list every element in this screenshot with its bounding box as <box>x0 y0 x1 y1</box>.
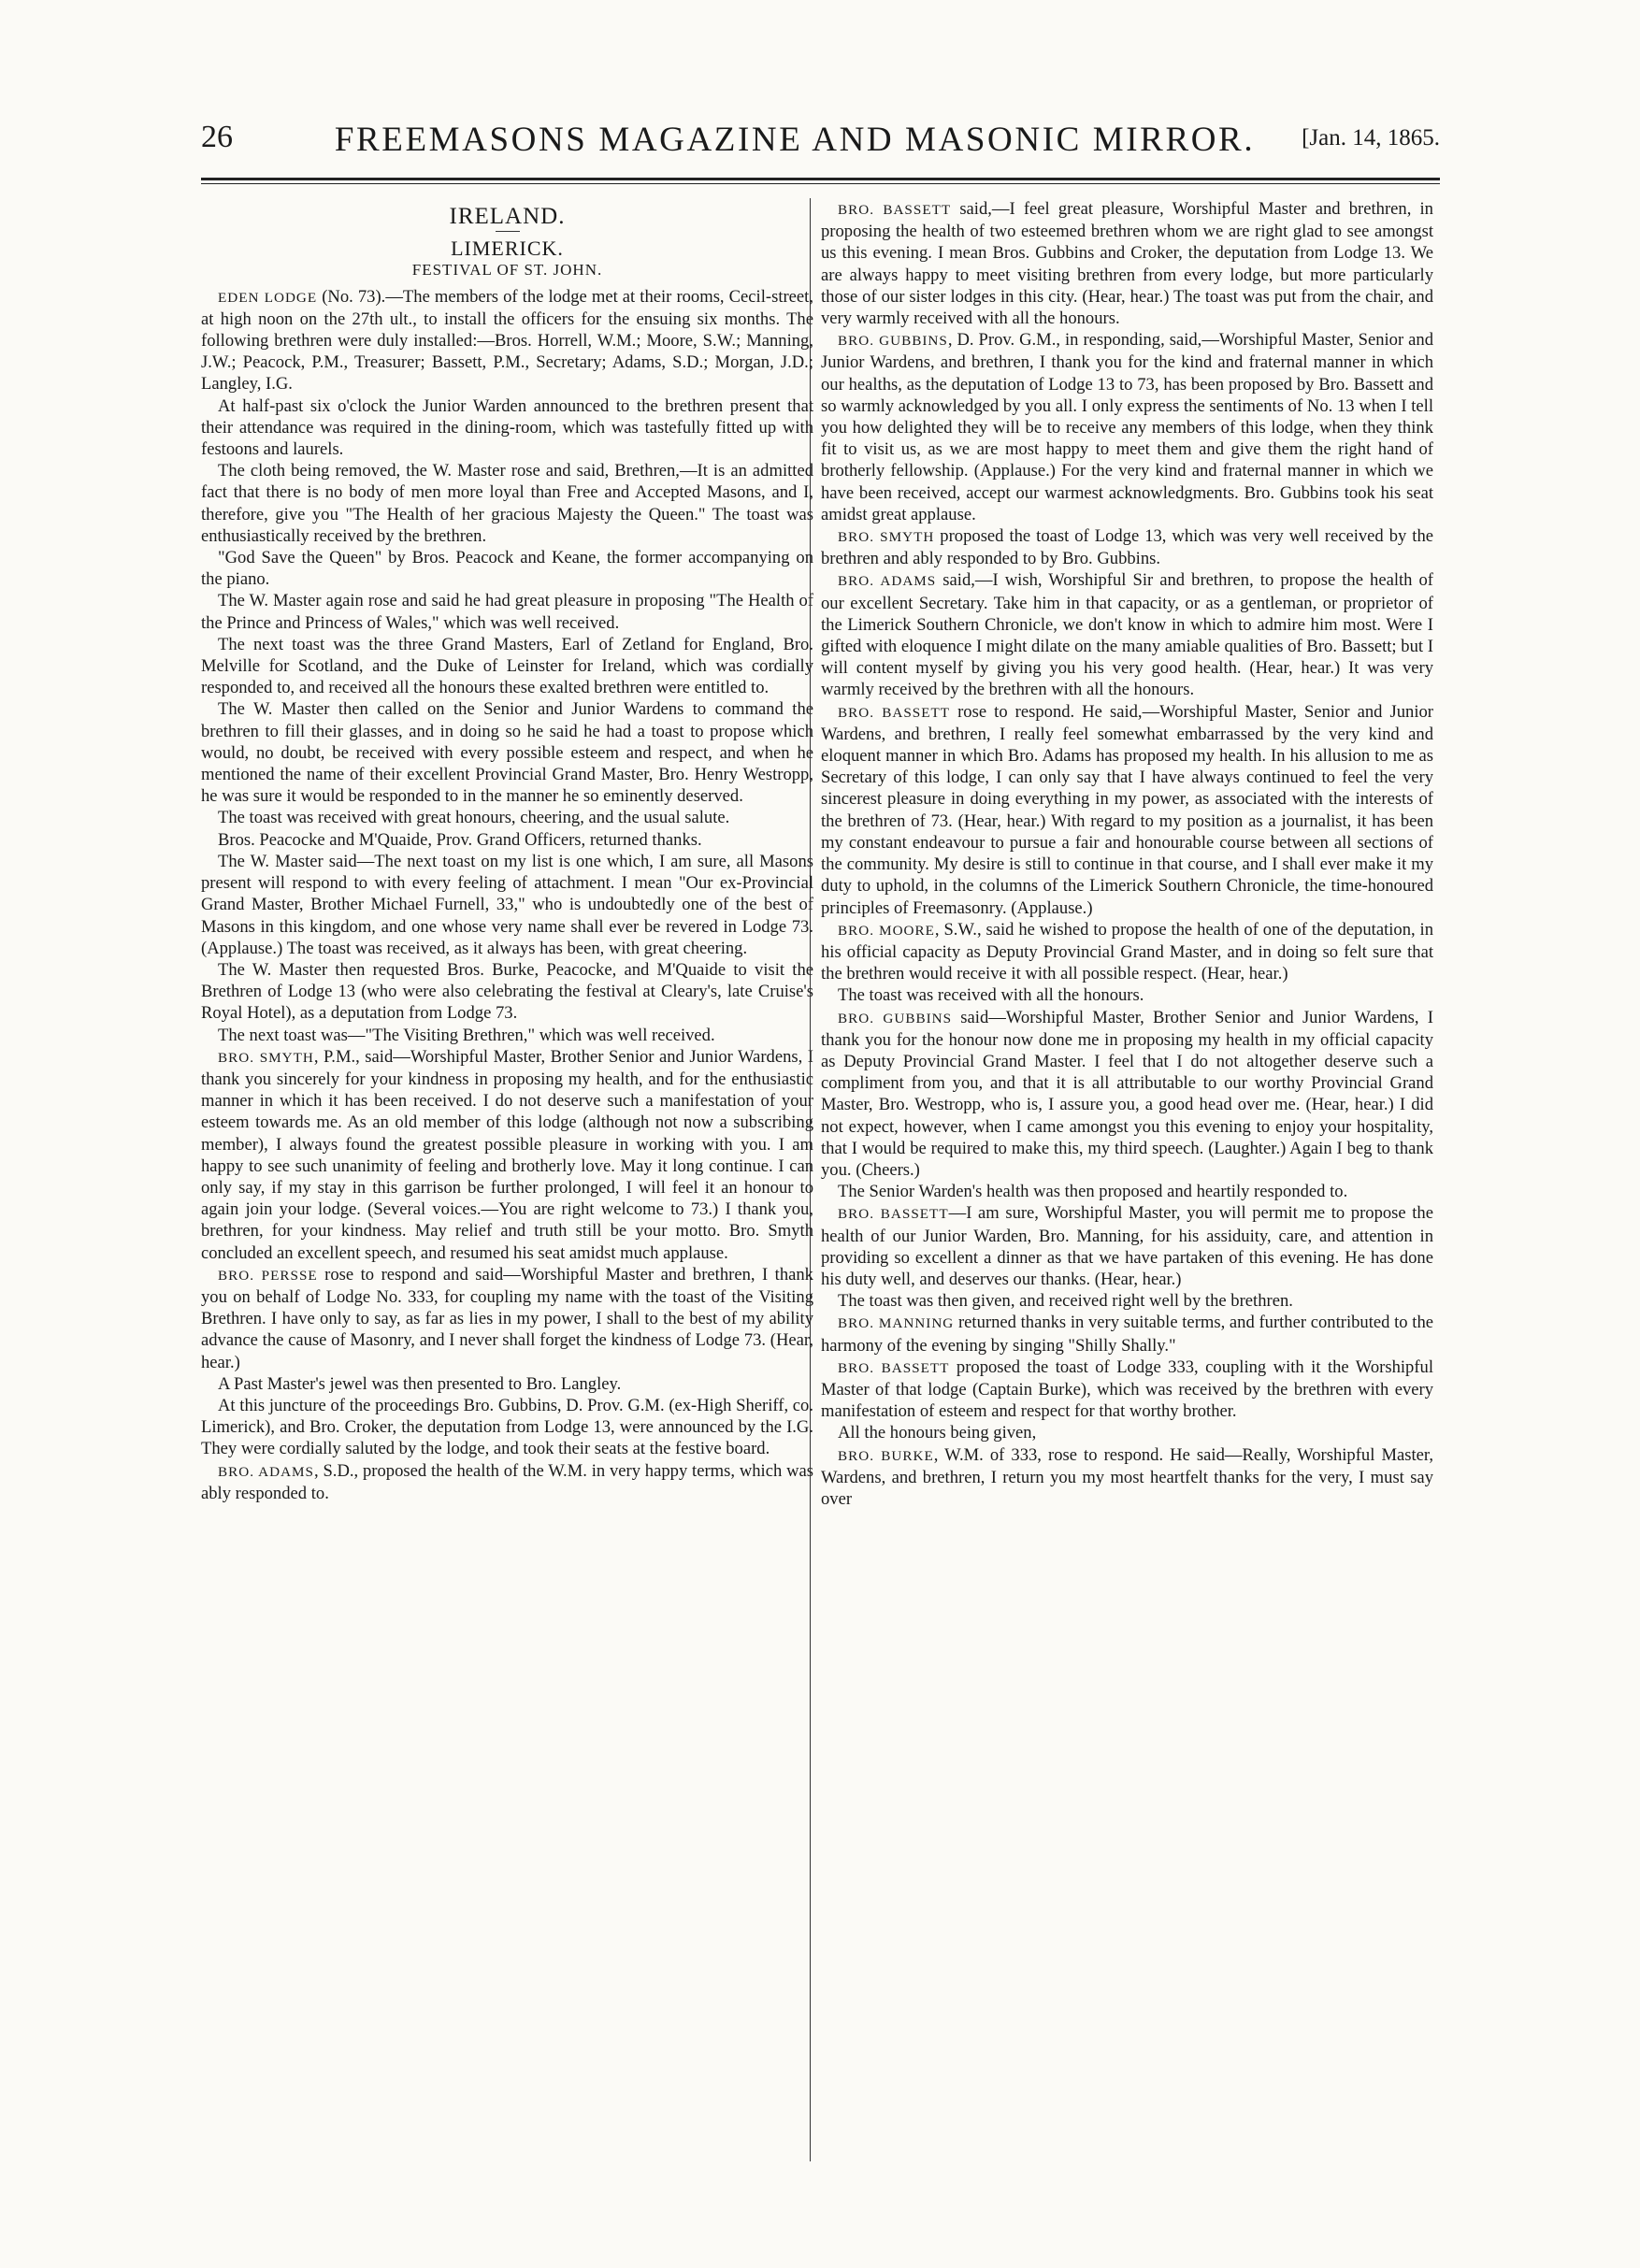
article-paragraph <box>821 1202 1433 1290</box>
paragraph-text: The next toast was the three Grand Masters, Earl of Zetland for England, Bro. Melville for Scotland, and the Duke of Leinster for Ireland, which was cordially responded to, and received all the honours these exalted brethren were entitled to. <box>201 634 813 698</box>
paragraph-text: Bros. Peacocke and M'Quaide, Prov. Grand Officers, returned thanks. <box>218 829 702 850</box>
masthead-title: FREEMASONS MAGAZINE AND MASONIC MIRROR. <box>334 121 1256 159</box>
paragraph-text: The cloth being removed, the W. Master rose and said, Brethren,—It is an admitted fact that there is no body of men more loyal than Free and Accepted Masons, and I, therefore, give you "The Health of her gracious Majesty the Queen." The toast was enthusiastically received by the brethren. <box>201 461 813 546</box>
article-paragraph <box>821 984 1433 1006</box>
article-paragraph <box>201 1395 813 1460</box>
paragraph-text: —I am sure, Worshipful Master, you will permit me to propose the health of our Junior Warden, Bro. Manning, for his assiduity, care, and attention in providing so excellent a dinner as that we have partaken of this evening. He has done his duty well, and deserves our thanks. (Hear, hear.) <box>821 1203 1433 1289</box>
article-paragraph <box>201 698 813 807</box>
paragraph-text: , D. Prov. G.M., in responding, said,—Worshipful Master, Senior and Junior Wardens, and brethren, I thank you for the kind and fraternal manner in which our healths, as the deputation of Lodge 13 to 73, has been proposed by Bro. Bassett and so warmly acknowledged by you all. I only express the sentiments of No. 13 when I tell you how delighted they will be to receive any members of this lodge, when they think fit to visit us, as we are most happy to meet them and give them the right hand of brotherly fellowship. (Applause.) For the very kind and fraternal manner in which we have been received, accept our warmest acknowledgments. Bro. Gubbins took his seat amidst great applause. <box>821 330 1433 524</box>
speaker-name: BRO. BASSETT <box>838 1359 950 1376</box>
speaker-name: BRO. BASSETT <box>838 704 951 721</box>
paragraph-text: "God Save the Queen" by Bros. Peacock and Keane, the former accompanying on the piano. <box>201 548 813 590</box>
paragraph-text: , P.M., said—Worshipful Master, Brother Senior and Junior Wardens, I thank you sincerely for your kindness in proposing my health, and for the enthusiastic manner in which it has been received. I do not deserve such a manifestation of your esteem towards me. As an old member of this lodge (although not now a subscribing member), I always found the greatest possible pleasure in working with you. I am happy to see such unanimity of feeling and brotherly love. May it long continue. I can only say, if my stay in this garrison be further prolonged, I will feel it an honour to again join your lodge. (Several voices.—You are right welcome to 73.) I thank you, brethren, for your kindness. May relief and truth still be your motto. Bro. Smyth concluded an excellent speech, and resumed his seat amidst much applause. <box>201 1046 813 1263</box>
page-number: 26 <box>201 120 233 154</box>
speaker-name: BRO. MOORE <box>838 922 935 939</box>
paragraph-text: said,—I feel great pleasure, Worshipful Master and brethren, in proposing the health of two esteemed brethren whom we are right glad to see amongst us this evening. I mean Bros. Gubbins and Croker, the deputation from Lodge 13. We are always happy to meet visiting brethren from every lodge, but more particularly those of our sister lodges in this city. (Hear, hear.) The toast was put from the chair, and very warmly received with all the honours. <box>821 199 1433 329</box>
paragraph-text: The Senior Warden's health was then proposed and heartily responded to. <box>838 1182 1348 1202</box>
speaker-name: BRO. ADAMS <box>838 573 937 590</box>
paragraph-text: , W.M. of 333, rose to respond. He said—Really, Worshipful Master, Wardens, and brethren, I return you my most heartfelt thanks for the very, I must say over <box>821 1444 1433 1509</box>
article-paragraph <box>201 851 813 959</box>
paragraph-text: returned thanks in very suitable terms, and further contributed to the harmony of the evening by singing "Shilly Shally." <box>821 1313 1433 1356</box>
paragraph-text: proposed the toast of Lodge 13, which was very well received by the brethren and ably responded to by Bro. Gubbins. <box>821 526 1433 569</box>
paragraph-text: All the honours being given, <box>838 1423 1037 1443</box>
column-left <box>201 198 813 2171</box>
paragraph-text: (No. 73).—The members of the lodge met at their rooms, Cecil-street, at high noon on the 27th ult., to install the officers for the ensuing six months. The following brethren were duly installed:—Bros. Horrell, W.M.; Moore, S.W.; Manning, J.W.; Peacock, P.M., Treasurer; Bassett, P.M., Secretary; Adams, S.D.; Morgan, J.D.; Langley, I.G. <box>201 286 813 395</box>
section-event: FESTIVAL OF ST. JOHN. <box>411 261 603 280</box>
article-paragraph <box>821 1181 1433 1202</box>
article-paragraph <box>821 701 1433 919</box>
article-paragraph <box>821 329 1433 525</box>
article-paragraph <box>201 590 813 633</box>
paragraph-text: The toast was then given, and received right well by the brethren. <box>838 1291 1293 1312</box>
article-paragraph <box>201 829 813 851</box>
article-paragraph <box>201 959 813 1025</box>
paragraph-text: said—Worshipful Master, Brother Senior and Junior Wardens, I thank you for the honour now done me in proposing my health in my official capacity as Deputy Provincial Grand Master. I feel that I do not altogether deserve such a compliment from you, and that it is all attributable to our worthy Provincial Grand Master, Bro. Westropp, who is, I assure you, a good head over me. (Hear, hear.) I did not expect, however, when I came amongst you this evening to enjoy your hospitality, that I would be required to make this, my third speech. (Laughter.) Again I beg to thank you. (Cheers.) <box>821 1007 1433 1180</box>
paragraph-text: The W. Master said—The next toast on my list is one which, I am sure, all Masons present will respond to with every feeling of attachment. I mean "Our ex-Provincial Grand Master, Brother Michael Furnell, 33," who is undoubtedly one of the best of Masons in this kingdom, and one whose very name shall ever be revered in Lodge 73. (Applause.) The toast was received, as it always has been, with great cheering. <box>201 851 813 958</box>
article-paragraph <box>201 1025 813 1046</box>
paragraph-text: proposed the toast of Lodge 333, coupling with it the Worshipful Master of that lodge (Captain Burke), which was received by the brethren with every manifestation of esteem and respect for that worthy brother. <box>821 1356 1433 1422</box>
speaker-name: BRO. ADAMS <box>218 1463 314 1480</box>
speaker-name: BRO. PERSSE <box>218 1267 318 1284</box>
article-paragraph <box>201 286 813 395</box>
paragraph-text: The W. Master again rose and said he had great pleasure in proposing "The Health of the Prince and Princess of Wales," which was well received. <box>201 591 813 633</box>
paragraph-text: The W. Master then requested Bros. Burke, Peacocke, and M'Quaide to visit the Brethren of Lodge 13 (who were also celebrating the festival at Cleary's, late Cruise's Royal Hotel), as a deputation from Lodge 73. <box>201 959 813 1024</box>
paragraph-text: The W. Master then called on the Senior and Junior Wardens to command the brethren to fill their glasses, and in doing so he said he had a toast to propose which would, no doubt, be received with every possible esteem and respect, and when he mentioned the name of their excellent Provincial Grand Master, Bro. Henry Westropp, he was sure it would be responded to in the manner he so eminently deserved. <box>201 699 813 807</box>
speaker-name: BRO. MANNING <box>838 1315 955 1332</box>
article-paragraph <box>821 1312 1433 1356</box>
article-paragraph <box>821 1444 1433 1511</box>
article-paragraph <box>201 807 813 828</box>
article-paragraph <box>821 1007 1433 1182</box>
section-subtitle: LIMERICK. <box>451 237 564 261</box>
paragraph-text: The toast was received with great honours, cheering, and the usual salute. <box>218 808 730 828</box>
article-paragraph <box>821 919 1433 985</box>
speaker-name: BRO. BURKE <box>838 1447 934 1464</box>
speaker-name: BRO. GUBBINS <box>838 1010 953 1026</box>
paragraph-text: rose to respond and said—Worshipful Master and brethren, I thank you on behalf of Lodge No. 333, for coupling my name with the toast of the Visiting Brethren. I have only to say, as far as lies in my power, I shall to the best of my ability advance the cause of Masonry, and I never shall forget the kindness of Lodge 73. (Hear, hear.) <box>201 1264 813 1372</box>
paragraph-text: said,—I wish, Worshipful Sir and brethren, to propose the health of our excellent Secretary. Take him in that capacity, or as a gentleman, or proprietor of the Limerick Southern Chronicle, we don't know in which to admire him most. Were I gifted with eloquence I might dilate on the many amiable qualities of Bro. Bassett; but I will content myself by giving you his very good health. (Hear, hear.) It was very warmly received by the brethren with all the honours. <box>821 570 1433 700</box>
speaker-name: BRO. SMYTH <box>838 529 935 546</box>
speaker-name: BRO. BASSETT <box>838 202 952 218</box>
article-paragraph <box>201 634 813 699</box>
article-paragraph <box>201 460 813 547</box>
paragraph-text: , S.D., proposed the health of the W.M. in very happy terms, which was ably responded to. <box>201 1460 813 1503</box>
article-paragraph <box>201 1264 813 1373</box>
paragraph-text: rose to respond. He said,—Worshipful Master, Senior and Junior Wardens, and brethren, I really feel somewhat embarrassed by the very kind and eloquent manner in which Bro. Adams has proposed my health. In his allusion to me as Secretary of this lodge, I can only say that I have always continued to feel the very sincerest pleasure in doing everything in my power, as associated with the interests of the brethren of 73. (Hear, hear.) With regard to my position as a journalist, it has been my constant endeavour to pursue a fair and honourable course between all sections of the community. My desire is still to continue in that course, and I shall ever make it my duty to uphold, in the columns of the Limerick Southern Chronicle, the time-honoured principles of Freemasonry. (Applause.) <box>821 701 1433 918</box>
article-paragraph <box>821 525 1433 569</box>
section-divider <box>496 231 520 232</box>
article-paragraph <box>201 1460 813 1504</box>
article-paragraph <box>821 1290 1433 1312</box>
speaker-name: BRO. GUBBINS <box>838 333 948 350</box>
article-paragraph <box>821 198 1433 329</box>
article-paragraph <box>821 1422 1433 1443</box>
issue-date: [Jan. 14, 1865. <box>1302 125 1440 151</box>
header-rule-thin <box>201 183 1440 184</box>
column-left-body <box>201 286 813 1504</box>
paragraph-text: , S.W., said he wished to propose the health of one of the deputation, in his official capacity as Deputy Provincial Grand Master, and in doing so felt sure that the brethren would receive it with all possible respect. (Hear, hear.) <box>821 919 1433 984</box>
column-right-body <box>821 198 1433 1510</box>
speaker-name: BRO. SMYTH <box>218 1049 314 1066</box>
paragraph-text: The next toast was—"The Visiting Brethren," which was well received. <box>218 1025 715 1045</box>
article-paragraph <box>821 569 1433 700</box>
paragraph-text: At half-past six o'clock the Junior Warden announced to the brethren present that their attendance was required in the dining-room, which was tastefully fitted up with festoons and laurels. <box>201 395 813 460</box>
article-paragraph <box>201 395 813 461</box>
paragraph-text: At this juncture of the proceedings Bro. Gubbins, D. Prov. G.M. (ex-High Sheriff, co. Limerick), and Bro. Croker, the deputation from Lodge 13, were announced by the I.G. They were cordially saluted by the lodge, and took their seats at the festive board. <box>201 1395 813 1459</box>
speaker-name: EDEN LODGE <box>218 289 318 306</box>
paragraph-text: A Past Master's jewel was then presented to Bro. Langley. <box>218 1373 622 1394</box>
article-paragraph <box>201 1046 813 1264</box>
article-paragraph <box>821 1356 1433 1423</box>
speaker-name: BRO. BASSETT <box>838 1206 949 1223</box>
section-title: IRELAND. <box>449 204 566 229</box>
paragraph-text: The toast was received with all the honours. <box>838 985 1144 1006</box>
page-header <box>201 120 1440 166</box>
column-right <box>821 198 1433 2171</box>
article-paragraph <box>201 1373 813 1395</box>
article-paragraph <box>201 547 813 590</box>
column-divider <box>810 198 811 2161</box>
header-rule <box>201 178 1440 180</box>
